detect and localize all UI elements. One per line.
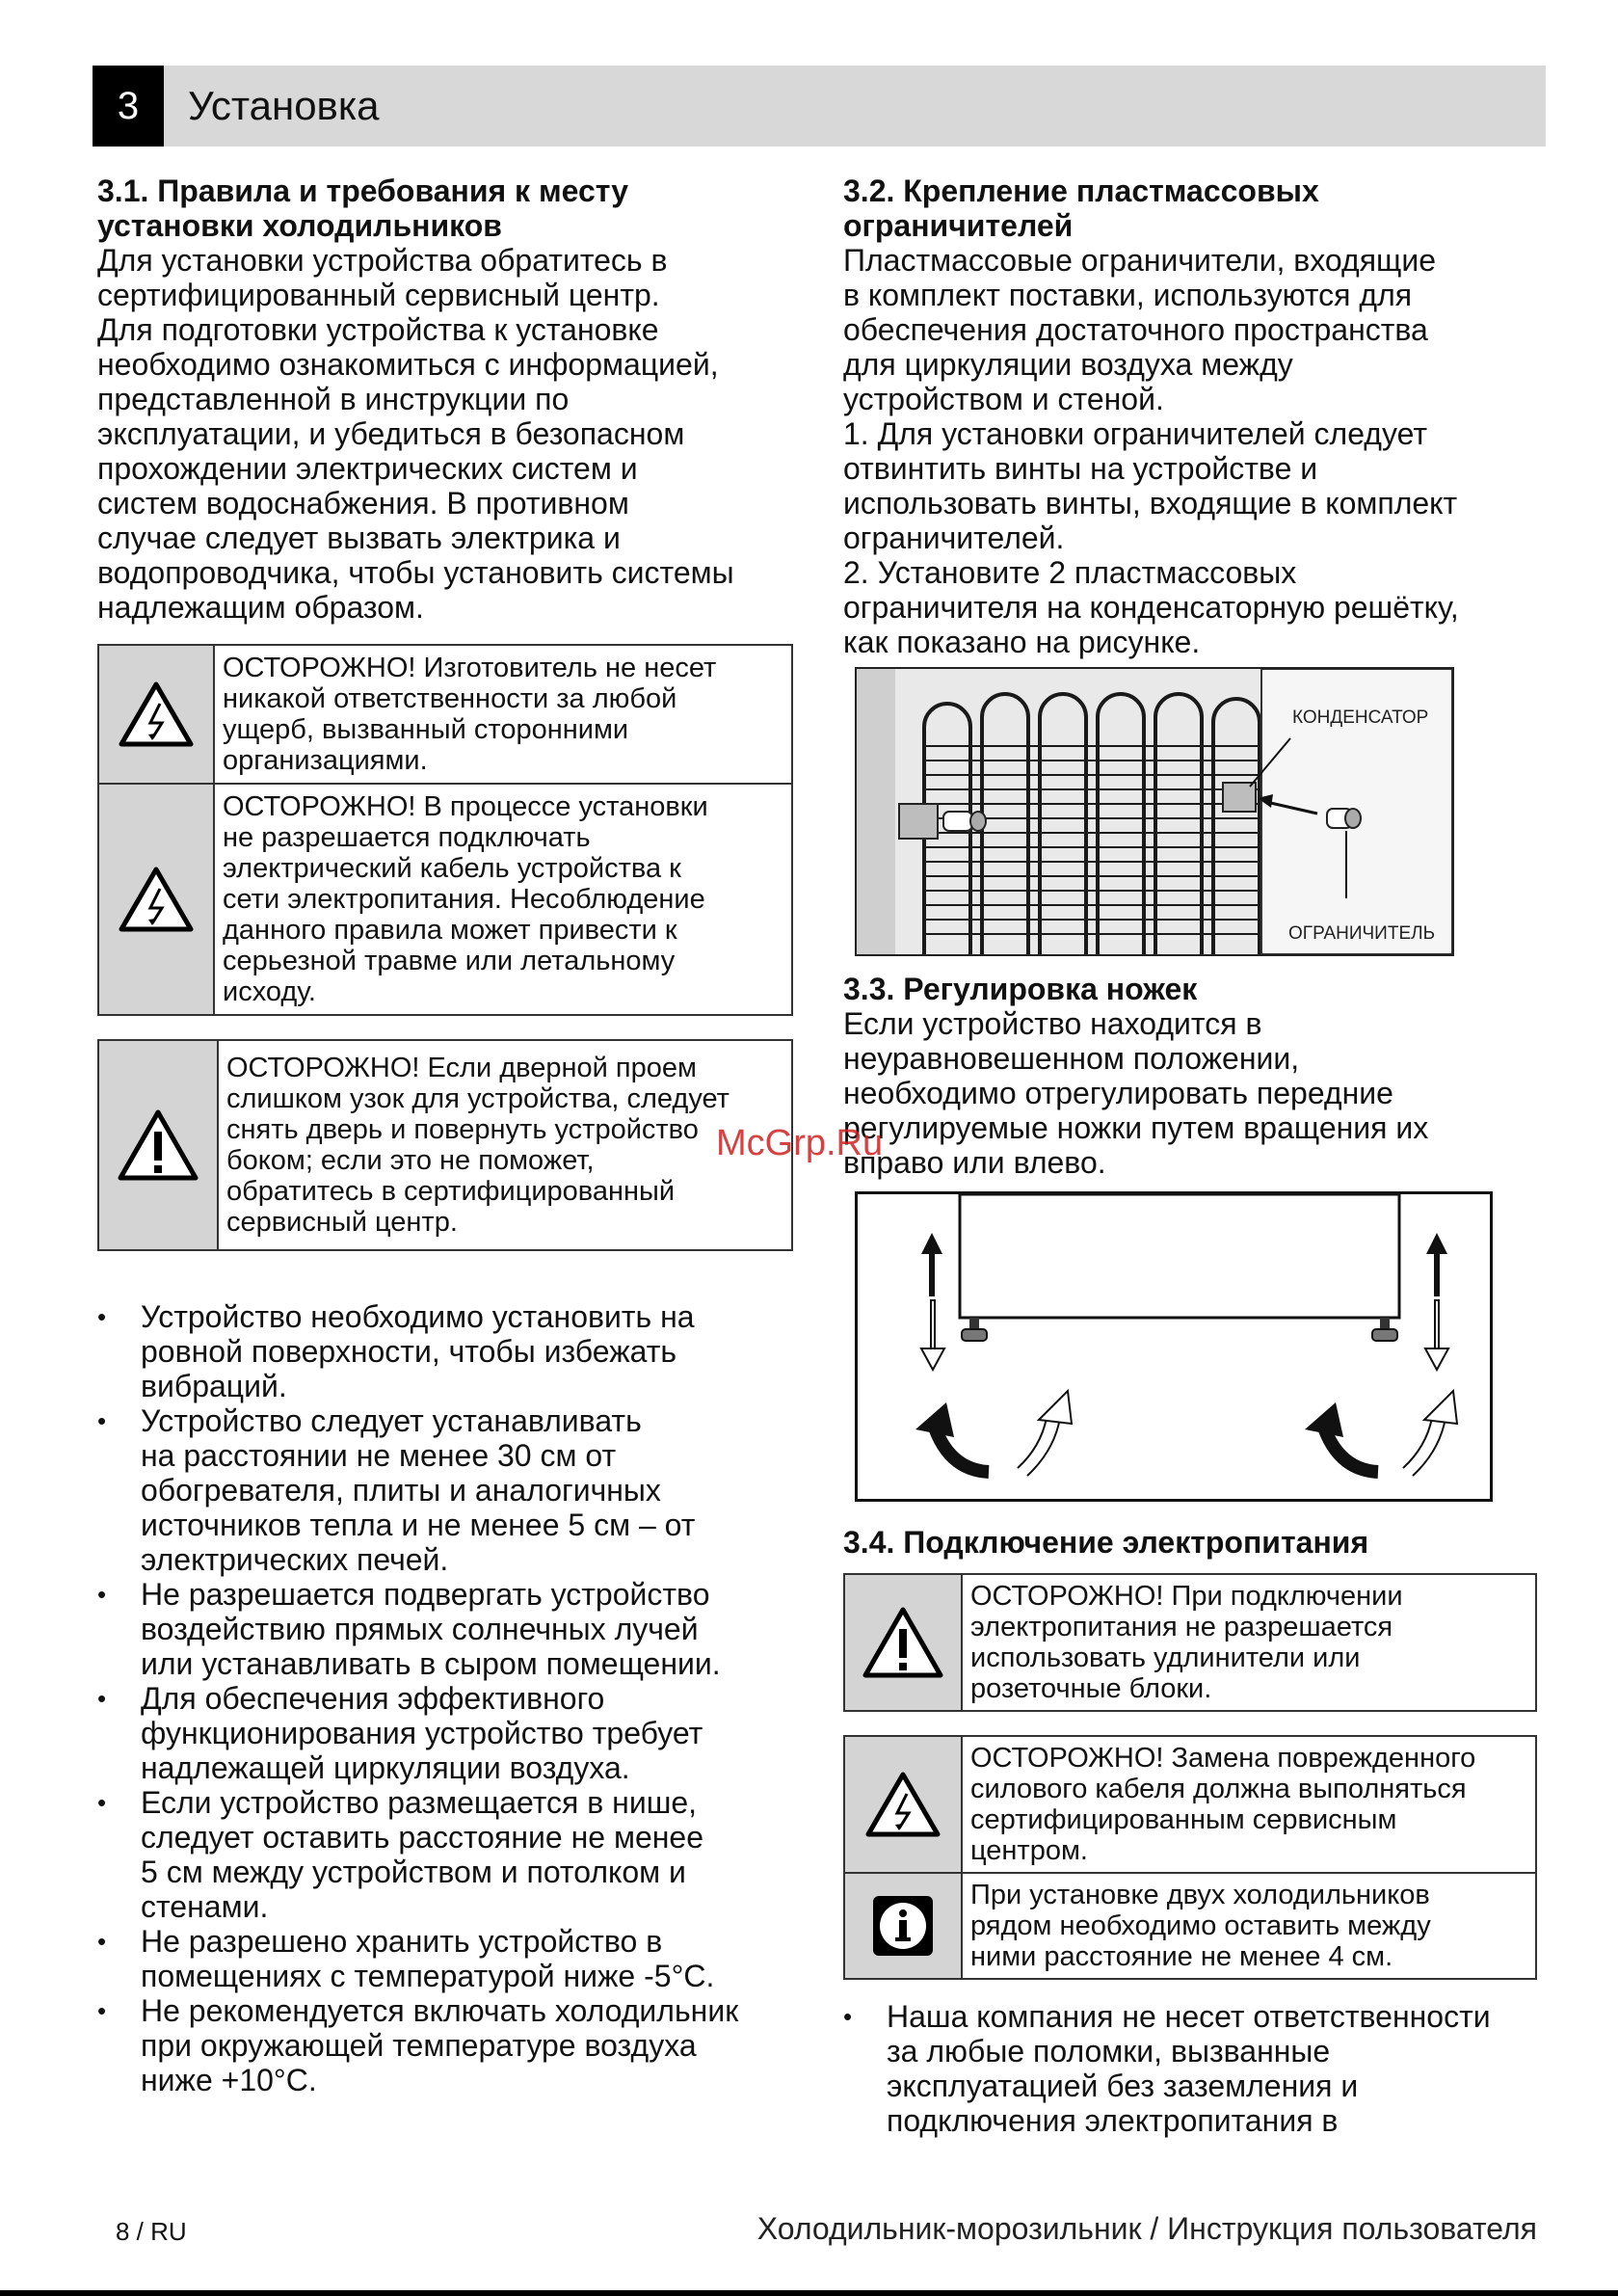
warning-icon-cell bbox=[98, 645, 214, 784]
chapter-number: 3 bbox=[93, 66, 164, 147]
bottom-rule bbox=[0, 2290, 1618, 2296]
right-column bbox=[843, 174, 1542, 2138]
section-3-1-title: 3.1. Правила и требования к месту установки холодильников bbox=[97, 174, 629, 243]
warning-table-cable bbox=[843, 1735, 1537, 1980]
list-item: • Устройство необходимо установить на ровной поверхности, чтобы избежать вибраций. bbox=[97, 1299, 796, 1403]
warning-table-door bbox=[97, 1039, 793, 1251]
chapter-title: Установка bbox=[188, 83, 380, 128]
warning-text: ОСТОРОЖНО! Замена поврежденного силового кабеля должна выполняться сертифицированным сервисным центром. bbox=[962, 1736, 1536, 1873]
warning-row bbox=[98, 645, 792, 784]
electric-shock-warning-icon bbox=[864, 1771, 942, 1838]
appliance-body bbox=[960, 1194, 1399, 1318]
list-item: • Не разрешено хранить устройство в помещениях с температурой ниже -5°C. bbox=[97, 1924, 796, 1993]
foot-right bbox=[1372, 1318, 1397, 1341]
installation-requirements-list bbox=[97, 1299, 796, 2097]
warning-row bbox=[844, 1736, 1536, 1873]
warning-icon-cell bbox=[844, 1736, 962, 1873]
warning-icon-cell bbox=[844, 1574, 962, 1711]
warning-row bbox=[98, 784, 792, 1015]
info-text: При установке двух холодильников рядом необходимо оставить между ними расстояние не менее 4 см. bbox=[962, 1873, 1536, 1979]
warning-icon-cell bbox=[98, 784, 214, 1015]
watermark: McGrp.Ru bbox=[716, 1123, 884, 1163]
info-icon-cell bbox=[844, 1873, 962, 1979]
page-number: 8 / RU bbox=[116, 2217, 187, 2246]
warning-table-installation bbox=[97, 644, 793, 1016]
height-arrow-left bbox=[921, 1233, 944, 1370]
warning-table-power bbox=[843, 1573, 1537, 1712]
list-item: • Для обеспечения эффективного функционирования устройство требует надлежащей циркуляции воздуха. bbox=[97, 1681, 796, 1785]
exclamation-warning-icon bbox=[862, 1606, 944, 1679]
electric-shock-warning-icon bbox=[118, 866, 195, 933]
rotate-arrows-right bbox=[1305, 1391, 1457, 1476]
section-3-3-body: Если устройство находится в неуравновешенном положении, необходимо отрегулировать передние регулируемые ножки путем вращения их вправо или влево. bbox=[843, 1006, 1429, 1180]
power-notes-list bbox=[843, 1999, 1542, 2138]
height-arrow-right bbox=[1425, 1233, 1448, 1370]
section-3-3-title: 3.3. Регулировка ножек bbox=[843, 972, 1198, 1006]
condenser-illustration bbox=[857, 669, 1452, 954]
condenser-label: КОНДЕНСАТОР bbox=[1292, 707, 1429, 728]
list-item: • Не рекомендуется включать холодильник при окружающей температуре воздуха ниже +10°C. bbox=[97, 1993, 796, 2097]
document-title: Холодильник-морозильник / Инструкция пользователя bbox=[756, 2211, 1537, 2246]
info-icon bbox=[869, 1892, 937, 1960]
warning-row bbox=[844, 1873, 1536, 1979]
list-item: • Наша компания не несет ответственности за любые поломки, вызванные эксплуатацией без заземления и подключения электропитания в bbox=[843, 1999, 1542, 2138]
section-3-4-title: 3.4. Подключение электропитания bbox=[843, 1525, 1369, 1560]
electric-shock-warning-icon bbox=[118, 681, 195, 748]
list-item: • Если устройство размещается в нише, следует оставить расстояние не менее 5 см между устройством и потолком и стенами. bbox=[97, 1785, 796, 1924]
warning-text: ОСТОРОЖНО! В процессе установки не разрешается подключать электрический кабель устройства к сети электропитания. Несоблюдение данного правила может привести к серьезной травме или летальному исходу. bbox=[214, 784, 792, 1015]
section-3-1-body: Для установки устройства обратитесь в сертифицированный сервисный центр. Для подготовки устройства к установке необходимо ознакомиться с информацией, представленной в инструкции по эксплуатации, и убедиться в безопасном прохождении электрических систем и систем водоснабжения. В противном случае следует вызвать электрика и водопроводчика, чтобы установить системы надлежащим образом. bbox=[97, 243, 734, 625]
section-3-2-title: 3.2. Крепление пластмассовых ограничителей bbox=[843, 174, 1319, 243]
list-item: • Не разрешается подвергать устройство воздействию прямых солнечных лучей или устанавливать в сыром помещении. bbox=[97, 1577, 796, 1681]
list-item: • Устройство следует устанавливать на расстоянии не менее 30 см от обогревателя, плиты и аналогичных источников тепла и не менее 5 см – от электрических печей. bbox=[97, 1403, 796, 1577]
feet-illustration bbox=[858, 1194, 1490, 1499]
foot-left bbox=[962, 1318, 987, 1341]
feet-adjustment-figure bbox=[855, 1191, 1493, 1502]
exclamation-warning-icon bbox=[117, 1108, 199, 1182]
left-column bbox=[97, 174, 796, 2097]
warning-row bbox=[98, 1040, 792, 1250]
warning-text: ОСТОРОЖНО! Если дверной проем слишком узок для устройства, следует снять дверь и повернуть устройство боком; если это не поможет, обратитесь в сертифицированный сервисный центр. bbox=[218, 1040, 792, 1250]
rotate-arrows-left bbox=[915, 1391, 1072, 1476]
section-3-2-body: Пластмассовые ограничители, входящие в комплект поставки, используются для обеспечения достаточного пространства для циркуляции воздуха между устройством и стеной. 1. Для установки ограничителей следует отвинтить винты на устройстве и использовать винты, входящие в комплект ограничителей. 2. Установите 2 пластмассовых ограничителя на конденсаторную решётку, как показано на рисунке. bbox=[843, 243, 1459, 659]
condenser-spacer-figure bbox=[855, 667, 1454, 956]
warning-icon-cell bbox=[98, 1040, 218, 1250]
warning-text: ОСТОРОЖНО! Изготовитель не несет никакой ответственности за любой ущерб, вызванный сторонними организациями. bbox=[214, 645, 792, 784]
spacer-label: ОГРАНИЧИТЕЛЬ bbox=[1288, 923, 1436, 944]
warning-row bbox=[844, 1574, 1536, 1711]
warning-text: ОСТОРОЖНО! При подключении электропитания не разрешается использовать удлинители или розеточные блоки. bbox=[962, 1574, 1536, 1711]
